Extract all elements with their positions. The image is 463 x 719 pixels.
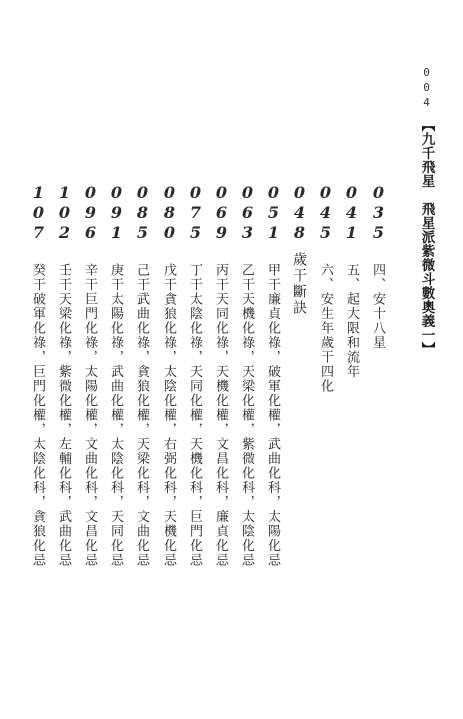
rule-page-number: 069 [212,183,231,243]
rule-page-number: 080 [160,183,179,243]
running-header: 【九千飛星 飛星派紫微斗數奧義一】 [418,118,435,356]
rule-page-number: 075 [186,183,205,243]
section-title: 歲干斷訣 [291,252,307,316]
toc-page-number: 035 [369,183,388,243]
rule-text: 丁干太陰化祿，天同化權，天機化科，巨門化忌 [187,263,202,568]
page-number: 004 [420,66,433,111]
rule-text: 戊干貪狼化祿，太陰化權，右弼化科，天機化忌 [161,263,176,568]
rule-page-number: 085 [133,183,152,243]
toc-title: 六、安生年歲干四化 [318,263,333,394]
section-page-number: 048 [290,183,309,243]
toc-title: 四、安十八星 [370,263,385,350]
rule-page-number: 051 [264,183,283,243]
rule-page-number: 096 [81,183,100,243]
rule-text: 丙干天同化祿，天機化權，文昌化科，廉貞化忌 [213,263,228,568]
rule-page-number: 102 [55,183,74,243]
rule-page-number: 107 [29,183,48,243]
rule-text: 己干武曲化祿，貪狼化權，天梁化科，文曲化忌 [134,263,149,568]
rule-text: 乙干天機化祿，天梁化權，紫微化科，太陰化忌 [239,263,254,568]
rule-text: 辛干巨門化祿，太陽化權，文曲化科，文昌化忌 [82,263,97,568]
rule-page-number: 063 [238,183,257,243]
rule-text: 庚干太陽化祿，武曲化權，太陰化科，天同化忌 [108,263,123,568]
rule-text: 壬干天梁化祿，紫微化權，左輔化科，武曲化忌 [56,263,71,568]
toc-title: 五、起大限和流年 [344,263,359,379]
rule-text: 甲干廉貞化祿，破軍化權，武曲化科，太陽化忌 [265,263,280,568]
toc-page-number: 045 [316,183,335,243]
toc-page-number: 041 [342,183,361,243]
rule-page-number: 091 [107,183,126,243]
rule-text: 癸干破軍化祿，巨門化權，太陰化科，貪狼化忌 [30,263,45,568]
